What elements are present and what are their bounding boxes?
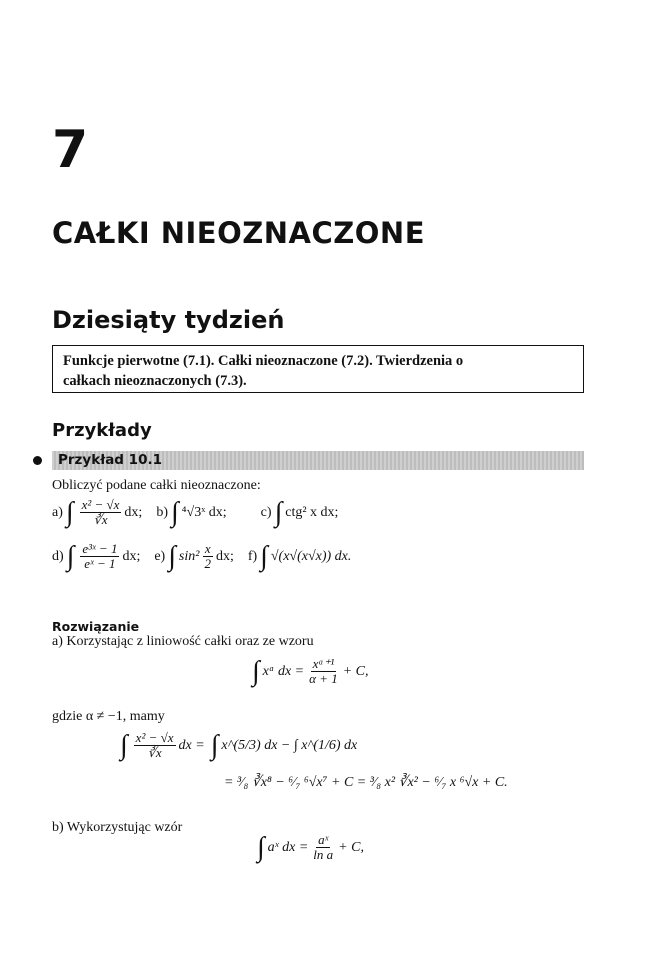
numerator: aˣ: [318, 832, 329, 847]
integral-sign: ∫: [260, 540, 268, 572]
calc-lhs-tail: dx =: [178, 737, 205, 753]
task-row-1: [52, 498, 352, 528]
integral-sign: ∫: [120, 729, 128, 761]
integral-sign: ∫: [168, 540, 176, 572]
denominator: ln a: [313, 847, 334, 863]
task-row-2: [52, 542, 351, 572]
task-body: ⁴√3ˣ dx;: [181, 504, 227, 520]
where-text: gdzie α ≠ −1, mamy: [52, 709, 165, 724]
chapter-number: 7: [52, 120, 89, 180]
task-body: sin²: [178, 548, 200, 564]
task-label: c): [260, 504, 272, 520]
integral-sign: ∫: [65, 496, 74, 528]
task-item-f: [247, 540, 352, 572]
integral-sign: ∫: [170, 496, 179, 528]
integral-sign: ∫: [66, 540, 75, 572]
calculation-line-1: [120, 731, 357, 761]
calculation-line-2: = ³⁄₈ ∛x⁸ − ⁶⁄₇ ⁶√x⁷ + C = ³⁄₈ x² ∛x² − ⁶⁄₇ x ⁶√x + C.: [224, 775, 508, 790]
fraction: [80, 542, 119, 572]
denominator: ∛x: [93, 512, 108, 528]
task-label: e): [154, 548, 166, 564]
topics-line-2: całkach nieoznaczonych (7.3).: [63, 373, 247, 389]
task-label: d): [52, 548, 64, 564]
task-item-e: [154, 542, 248, 572]
denominator: 2: [204, 556, 211, 572]
solution-heading: Rozwiązanie: [52, 619, 140, 634]
week-title: Dziesiąty tydzień: [52, 306, 285, 334]
numerator: xᵅ⁺¹: [312, 656, 335, 671]
formula-lhs: xᵅ dx =: [262, 663, 305, 679]
topics-line-1: Funkcje pierwotne (7.1). Całki nieoznaczone (7.2). Twierdzenia o: [63, 353, 464, 369]
calc-rhs: x^(5/3) dx − ∫ x^(1/6) dx: [221, 737, 358, 753]
denominator: eˣ − 1: [84, 556, 116, 572]
task-label: b): [156, 504, 168, 520]
fraction: [80, 498, 122, 528]
topics-box: [52, 345, 584, 393]
formula-lhs: aˣ dx =: [267, 839, 309, 855]
integral-sign: ∫: [274, 496, 283, 528]
example-label: Przykład 10.1: [58, 452, 162, 468]
chapter-title: CAŁKI NIEOZNACZONE: [52, 216, 426, 250]
task-body: ctg² x dx;: [285, 504, 339, 520]
task-label: a): [52, 504, 63, 520]
task-item-c: [260, 496, 353, 528]
numerator: e³ˣ − 1: [82, 541, 118, 556]
task-tail: dx;: [124, 504, 143, 520]
task-tail: dx;: [215, 548, 234, 564]
integral-sign: ∫: [252, 655, 260, 687]
fraction: [311, 833, 335, 863]
integral-sign: ∫: [210, 729, 219, 761]
task-text: Obliczyć podane całki nieoznaczone:: [52, 478, 261, 493]
formula-rhs: + C,: [338, 839, 364, 855]
bullet-icon: [33, 456, 42, 465]
numerator: x² − √x: [135, 730, 174, 745]
step-a-text: a) Korzystając z liniowość całki oraz ze wzoru: [52, 634, 314, 649]
task-label: f): [247, 548, 258, 564]
examples-heading: Przykłady: [52, 420, 152, 441]
denominator: α + 1: [309, 671, 338, 687]
integral-sign: ∫: [257, 831, 265, 863]
numerator: x² − √x: [81, 497, 120, 512]
step-b-text: b) Wykorzystując wzór: [52, 820, 183, 835]
task-tail: dx;: [122, 548, 141, 564]
task-item-b: [156, 496, 260, 528]
fraction: [307, 657, 340, 687]
fraction: [202, 542, 213, 572]
formula-exponential: [257, 833, 364, 863]
formula-rhs: + C,: [342, 663, 369, 679]
numerator: x: [204, 541, 211, 556]
denominator: ∛x: [147, 745, 162, 761]
formula-power: [252, 657, 369, 687]
task-body: √(x√(x√x)) dx.: [270, 548, 352, 564]
task-item-a: [52, 498, 156, 528]
task-item-d: [52, 542, 154, 572]
fraction: [134, 731, 176, 761]
